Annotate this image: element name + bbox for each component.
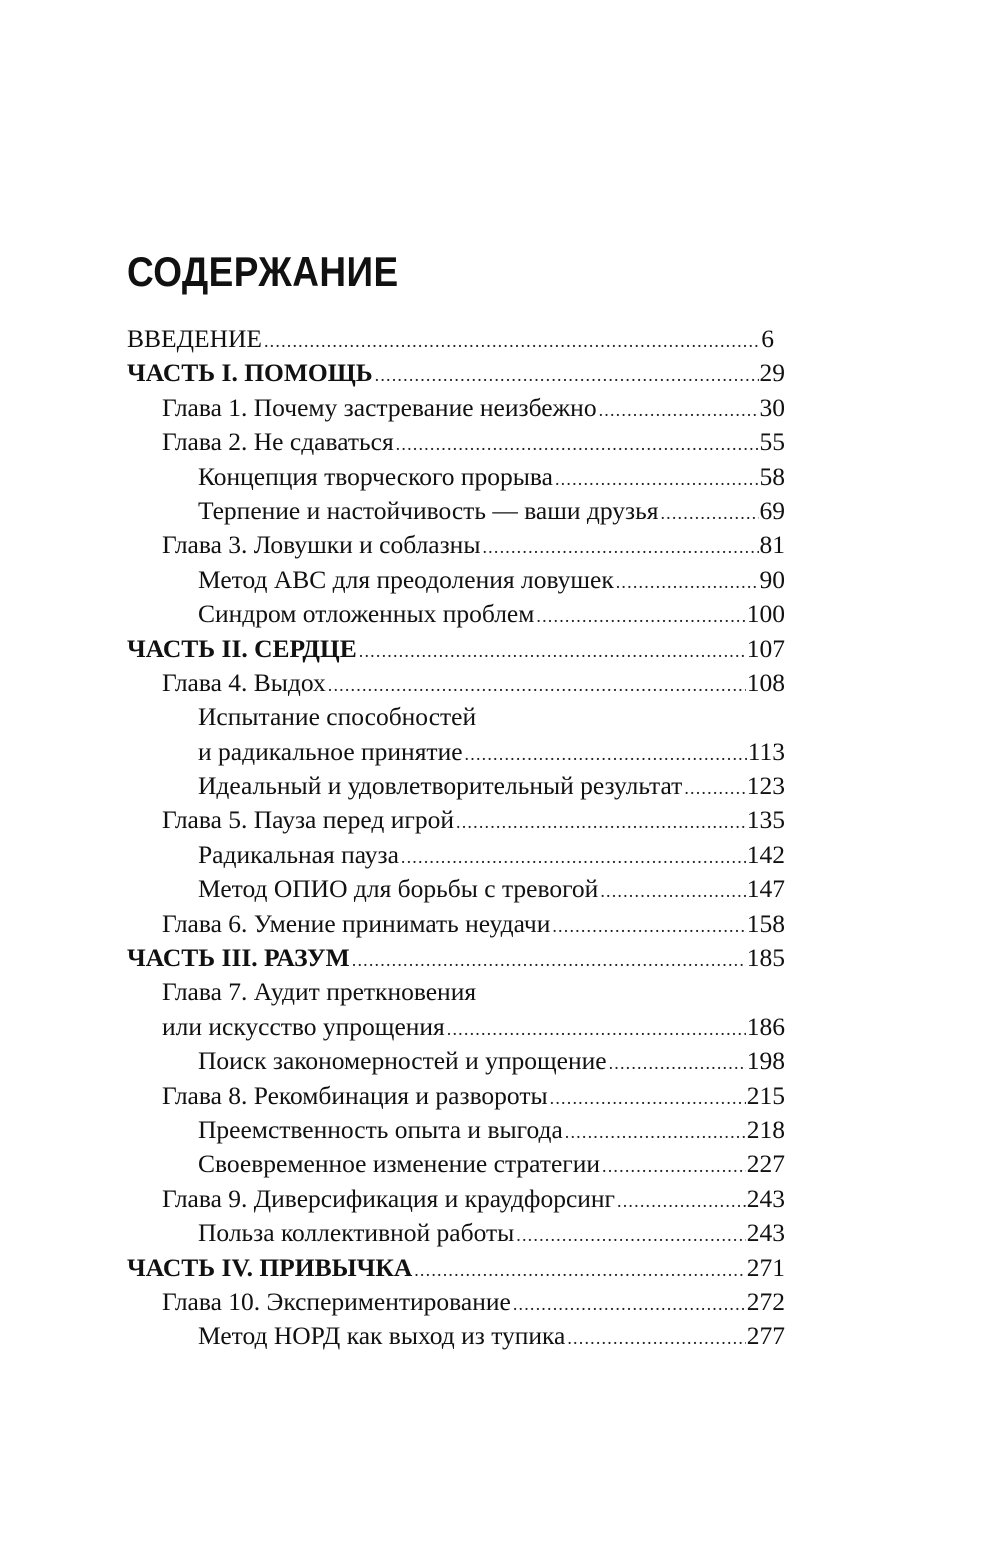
dot-leader xyxy=(456,805,746,839)
toc-entry-chapter-5 xyxy=(0,803,1000,837)
dot-leader xyxy=(401,840,746,874)
dot-leader xyxy=(552,909,745,943)
dot-leader xyxy=(616,565,759,599)
dot-leader xyxy=(567,1321,745,1355)
toc-entry-chapter-1 xyxy=(0,391,1000,425)
toc-entry-title: Метод ABC для преодоления ловушек xyxy=(198,564,614,594)
toc-entry-introduction xyxy=(0,322,1000,356)
toc-entry-title: ЧАСТЬ II. СЕРДЦЕ xyxy=(127,633,357,663)
toc-entry-page: 243 xyxy=(746,1183,785,1213)
toc-entry-title: Идеальный и удовлетворительный результат xyxy=(198,771,683,801)
toc-entry-page: 186 xyxy=(746,1011,785,1041)
dot-leader xyxy=(660,496,758,530)
toc-entry-title: Глава 9. Диверсификация и краудфорсинг xyxy=(162,1183,616,1213)
toc-entry-title: ЧАСТЬ I. ПОМОЩЬ xyxy=(127,358,373,388)
toc-entry-chapter-7-line-2 xyxy=(0,1010,1000,1044)
dot-leader xyxy=(555,462,759,496)
toc-entry-section xyxy=(0,460,1000,494)
toc-entry-section xyxy=(0,597,1000,631)
toc-entry-page: 271 xyxy=(746,1252,785,1282)
toc-entry-title: Глава 4. Выдох xyxy=(162,667,326,697)
toc-entry-page: 30 xyxy=(759,392,785,422)
toc-entry-part-3 xyxy=(0,941,1000,975)
toc-entry-title: Метод ОПИО для борьбы с тревогой xyxy=(198,874,599,904)
toc-entry-page: 277 xyxy=(746,1321,785,1351)
toc-entry-title-continued: или искусство упрощения xyxy=(162,1011,445,1041)
toc-entry-page: 158 xyxy=(746,908,785,938)
dot-leader xyxy=(550,1081,746,1115)
toc-entry-title: Глава 5. Пауза перед игрой xyxy=(162,805,455,835)
toc-entry-chapter-6 xyxy=(0,907,1000,941)
toc-entry-title: Поиск закономерностей и упрощение xyxy=(198,1046,607,1076)
toc-entry-title: Испытание способностей xyxy=(198,702,477,732)
dot-leader xyxy=(264,324,760,358)
toc-entry-page: 29 xyxy=(759,358,785,388)
toc-entry-section xyxy=(0,1044,1000,1078)
toc-entry-section xyxy=(0,769,1000,803)
toc-entry-section xyxy=(0,1216,1000,1250)
toc-entry-chapter-2 xyxy=(0,425,1000,459)
toc-entry-title: Глава 10. Экспериментирование xyxy=(162,1286,511,1316)
toc-entry-part-1 xyxy=(0,356,1000,390)
dot-leader xyxy=(602,1149,746,1183)
toc-entry-chapter-7-line-1 xyxy=(0,975,1000,1009)
toc-entry-title: Глава 8. Рекомбинация и развороты xyxy=(162,1080,548,1110)
dot-leader xyxy=(609,1046,746,1080)
toc-entry-page: 90 xyxy=(759,564,785,594)
toc-entry-page: 108 xyxy=(746,667,785,697)
toc-entry-title: Глава 7. Аудит преткновения xyxy=(162,977,477,1007)
dot-leader xyxy=(396,427,759,461)
dot-leader xyxy=(684,771,745,805)
toc-entry-part-2 xyxy=(0,632,1000,666)
toc-entry-title: Польза коллективной работы xyxy=(198,1218,515,1248)
toc-entry-page: 123 xyxy=(746,771,785,801)
dot-leader xyxy=(352,943,746,977)
dot-leader xyxy=(600,874,745,908)
toc-entry-chapter-8 xyxy=(0,1079,1000,1113)
toc-entry-section xyxy=(0,494,1000,528)
toc-entry-title: Глава 6. Умение принимать неудачи xyxy=(162,908,551,938)
dot-leader xyxy=(447,1012,746,1046)
toc-entry-part-4 xyxy=(0,1251,1000,1285)
toc-entry-page: 100 xyxy=(746,599,785,629)
toc-entry-page: 198 xyxy=(746,1046,785,1076)
toc-entry-chapter-10 xyxy=(0,1285,1000,1319)
toc-entry-page: 69 xyxy=(759,495,785,525)
dot-leader xyxy=(465,737,747,771)
toc-entry-page: 135 xyxy=(746,805,785,835)
toc-entry-title: ЧАСТЬ III. РАЗУМ xyxy=(127,943,350,973)
dot-leader xyxy=(516,1218,745,1252)
toc-entry-section xyxy=(0,1147,1000,1181)
dot-leader xyxy=(328,668,746,702)
toc-entry-title: Преемственность опыта и выгода xyxy=(198,1114,563,1144)
toc-entry-title: Концепция творческого прорыва xyxy=(198,461,553,491)
toc-entry-section xyxy=(0,1319,1000,1353)
table-of-contents xyxy=(0,322,1000,1354)
toc-entry-chapter-9 xyxy=(0,1182,1000,1216)
toc-entry-title: Глава 3. Ловушки и соблазны xyxy=(162,530,481,560)
toc-entry-title: Синдром отложенных проблем xyxy=(198,599,535,629)
toc-entry-page: 227 xyxy=(746,1149,785,1179)
toc-entry-title: Метод НОРД как выход из тупика xyxy=(198,1321,566,1351)
toc-entry-title: ВВЕДЕНИЕ xyxy=(127,324,262,353)
toc-entry-section xyxy=(0,872,1000,906)
dot-leader xyxy=(359,634,746,668)
toc-entry-page: 6 xyxy=(761,324,774,353)
toc-entry-page: 142 xyxy=(746,839,785,869)
toc-entry-page: 113 xyxy=(747,736,785,766)
toc-entry-section-line-1 xyxy=(0,700,1000,734)
page-title: СОДЕРЖАНИЕ xyxy=(127,248,399,295)
dot-leader xyxy=(565,1115,746,1149)
toc-entry-section xyxy=(0,563,1000,597)
dot-leader xyxy=(513,1287,746,1321)
toc-entry-section xyxy=(0,1113,1000,1147)
toc-entry-title: Своевременное изменение стратегии xyxy=(198,1149,601,1179)
toc-entry-section-line-2 xyxy=(0,735,1000,769)
toc-entry-title: Глава 2. Не сдаваться xyxy=(162,427,394,457)
toc-entry-title: Радикальная пауза xyxy=(198,839,399,869)
dot-leader xyxy=(536,599,745,633)
toc-entry-title-continued: и радикальное принятие xyxy=(198,736,463,766)
dot-leader xyxy=(617,1184,746,1218)
toc-entry-page: 58 xyxy=(759,461,785,491)
toc-entry-page: 215 xyxy=(746,1080,785,1110)
toc-entry-page: 81 xyxy=(759,530,785,560)
toc-entry-page: 218 xyxy=(746,1114,785,1144)
toc-entry-section xyxy=(0,838,1000,872)
toc-entry-title: ЧАСТЬ IV. ПРИВЫЧКА xyxy=(127,1252,413,1282)
dot-leader xyxy=(599,393,759,427)
toc-entry-chapter-3 xyxy=(0,528,1000,562)
dot-leader xyxy=(375,358,759,392)
toc-entry-chapter-4 xyxy=(0,666,1000,700)
toc-entry-title: Терпение и настойчивость — ваши друзья xyxy=(198,495,659,525)
toc-entry-page: 147 xyxy=(746,874,785,904)
dot-leader xyxy=(482,530,758,564)
dot-leader xyxy=(414,1253,746,1287)
toc-entry-page: 243 xyxy=(746,1218,785,1248)
toc-entry-page: 272 xyxy=(746,1286,785,1316)
toc-entry-page: 107 xyxy=(746,633,785,663)
toc-entry-page: 55 xyxy=(759,427,785,457)
toc-entry-title: Глава 1. Почему застревание неизбежно xyxy=(162,392,597,422)
toc-entry-page: 185 xyxy=(746,943,785,973)
